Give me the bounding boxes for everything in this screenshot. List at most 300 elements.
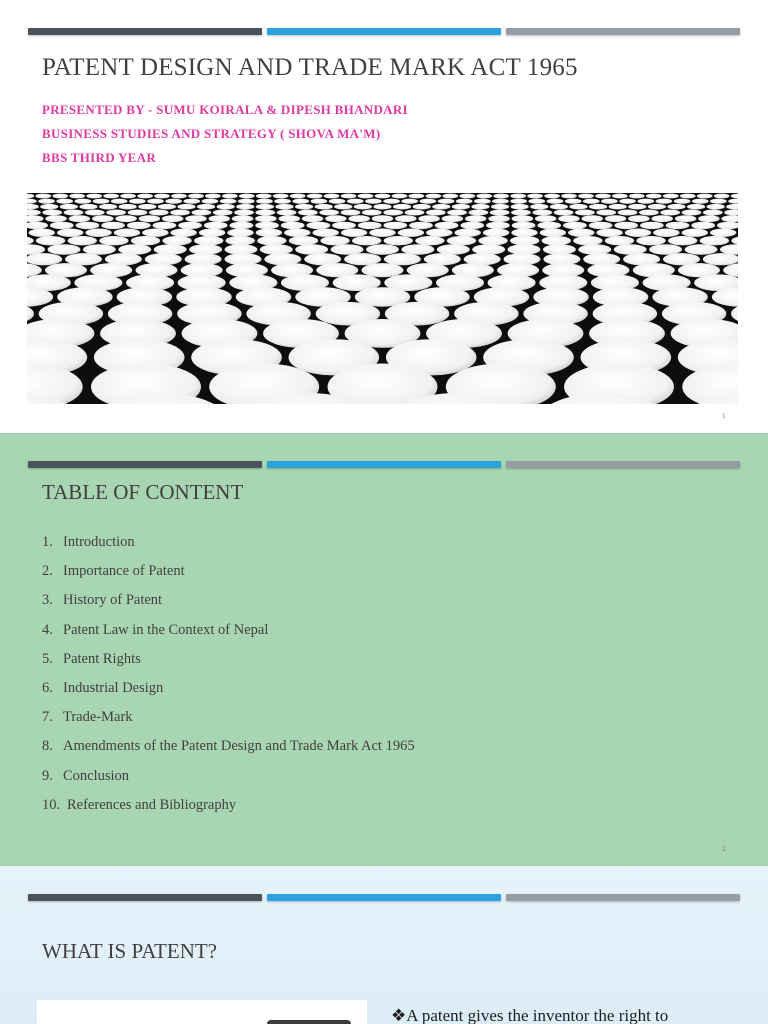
disc-shape bbox=[295, 204, 313, 210]
disc-shape bbox=[595, 194, 611, 199]
disc-shape bbox=[714, 194, 730, 199]
disc-shape bbox=[554, 210, 574, 216]
disc-shape bbox=[537, 222, 561, 229]
disc-shape bbox=[426, 210, 446, 216]
disc-shape bbox=[60, 204, 78, 210]
disc-shape bbox=[578, 194, 594, 199]
disc-shape bbox=[69, 215, 91, 222]
disc-shape bbox=[395, 215, 417, 222]
disc-shape bbox=[277, 210, 297, 216]
disc-shape bbox=[476, 194, 492, 199]
disc-shape bbox=[307, 222, 331, 229]
disc-shape bbox=[726, 204, 738, 210]
disc-shape bbox=[685, 244, 718, 255]
page-number: 2 bbox=[722, 845, 726, 853]
disc-shape bbox=[393, 204, 411, 210]
disc-shape bbox=[138, 204, 156, 210]
disc-shape bbox=[331, 244, 364, 255]
disc-shape bbox=[619, 199, 636, 204]
disc-shape bbox=[68, 236, 97, 245]
disc-shape bbox=[149, 210, 169, 216]
disc-shape bbox=[226, 236, 255, 245]
disc-shape bbox=[93, 199, 110, 204]
header-bar-gray bbox=[506, 894, 740, 901]
disc-shape bbox=[204, 222, 228, 229]
disc-shape bbox=[486, 222, 510, 229]
disc-shape bbox=[103, 194, 119, 199]
disc-shape bbox=[682, 229, 708, 237]
disc-shape bbox=[731, 236, 738, 245]
disc-shape bbox=[298, 210, 318, 216]
disc-shape bbox=[728, 199, 738, 204]
disc-shape bbox=[75, 199, 92, 204]
disc-shape bbox=[724, 210, 738, 216]
disc-shape bbox=[334, 204, 352, 210]
disc-shape bbox=[313, 229, 339, 237]
disc-shape bbox=[455, 229, 481, 237]
disc-shape bbox=[279, 215, 301, 222]
disc-shape bbox=[628, 215, 650, 222]
disc-shape bbox=[115, 215, 137, 222]
disc-shape bbox=[205, 194, 221, 199]
disc-shape bbox=[324, 194, 340, 199]
disc-shape bbox=[532, 210, 552, 216]
disc-shape bbox=[27, 215, 44, 222]
toc-item-number: 10. bbox=[42, 796, 61, 813]
disc-shape bbox=[27, 253, 62, 265]
disc-shape bbox=[48, 244, 81, 255]
disc-shape bbox=[185, 215, 207, 222]
disc-shape bbox=[27, 199, 37, 204]
diamond-bullet-icon: ❖ bbox=[391, 1006, 407, 1024]
disc-shape bbox=[401, 244, 434, 255]
disc-shape bbox=[628, 204, 646, 210]
disc-shape bbox=[329, 199, 346, 204]
disc-shape bbox=[171, 229, 197, 237]
disc-shape bbox=[707, 204, 725, 210]
disc-shape bbox=[106, 210, 126, 216]
disc-shape bbox=[625, 229, 651, 237]
header-bar-gray bbox=[506, 461, 740, 468]
disc-shape bbox=[358, 194, 374, 199]
disc-shape bbox=[511, 229, 537, 237]
disc-shape bbox=[35, 194, 51, 199]
disc-shape bbox=[646, 194, 662, 199]
toc-item-text: History of Patent bbox=[63, 592, 163, 609]
disc-shape bbox=[222, 194, 238, 199]
disc-shape bbox=[687, 204, 705, 210]
disc-shape bbox=[510, 236, 539, 245]
disc-shape bbox=[398, 229, 424, 237]
disc-shape bbox=[27, 210, 41, 216]
disc-shape bbox=[129, 199, 146, 204]
disc-shape bbox=[341, 210, 361, 216]
disc-shape bbox=[76, 222, 100, 229]
disc-shape bbox=[57, 229, 83, 237]
header-bars bbox=[28, 461, 740, 468]
toc-item-number: 8. bbox=[42, 738, 53, 755]
disc-shape bbox=[459, 194, 475, 199]
disc-shape bbox=[512, 222, 536, 229]
disc-shape bbox=[680, 194, 696, 199]
disc-shape bbox=[341, 229, 367, 237]
disc-shape bbox=[220, 199, 237, 204]
disc-shape bbox=[418, 215, 440, 222]
header-bars bbox=[28, 28, 740, 35]
disc-shape bbox=[700, 236, 729, 245]
disc-shape bbox=[535, 215, 557, 222]
disc-shape bbox=[83, 244, 116, 255]
bullet-text: A patent gives the inventor the right to bbox=[406, 1006, 669, 1024]
disc-shape bbox=[649, 244, 682, 255]
disc-shape bbox=[183, 199, 200, 204]
disc-shape bbox=[384, 236, 413, 245]
disc-shape bbox=[292, 199, 309, 204]
disc-shape bbox=[234, 210, 254, 216]
disc-shape bbox=[420, 199, 437, 204]
disc-shape bbox=[561, 194, 577, 199]
disc-shape bbox=[365, 199, 382, 204]
disc-shape bbox=[362, 210, 382, 216]
page-number: 1 bbox=[722, 412, 726, 420]
disc-shape bbox=[239, 194, 255, 199]
disc-shape bbox=[52, 194, 68, 199]
disc-shape bbox=[530, 204, 548, 210]
disc-shape bbox=[528, 199, 545, 204]
image-dark-shape bbox=[267, 1020, 351, 1024]
disc-shape bbox=[274, 199, 291, 204]
disc-shape bbox=[568, 229, 594, 237]
disc-shape bbox=[601, 199, 618, 204]
disc-shape bbox=[362, 263, 404, 277]
toc-item-number: 5. bbox=[42, 650, 53, 667]
disc-shape bbox=[703, 253, 738, 265]
disc-shape bbox=[139, 215, 161, 222]
disc-shape bbox=[255, 215, 277, 222]
disc-shape bbox=[710, 199, 727, 204]
disc-shape bbox=[668, 236, 697, 245]
disc-shape bbox=[42, 210, 62, 216]
toc-item-number: 6. bbox=[42, 679, 53, 696]
disc-shape bbox=[64, 210, 84, 216]
bullet-point bbox=[391, 1006, 668, 1024]
slide-title bbox=[0, 0, 768, 433]
disc-shape bbox=[375, 194, 391, 199]
disc-shape bbox=[578, 244, 611, 255]
disc-shape bbox=[511, 204, 529, 210]
toc-item-number: 3. bbox=[42, 592, 53, 609]
disc-shape bbox=[636, 236, 665, 245]
disc-shape bbox=[27, 204, 39, 210]
disc-shape bbox=[45, 215, 67, 222]
disc-shape bbox=[281, 222, 305, 229]
disc-shape bbox=[663, 194, 679, 199]
discs-photo bbox=[27, 193, 738, 404]
disc-shape bbox=[27, 194, 34, 199]
toc-title: TABLE OF CONTENT bbox=[42, 480, 244, 504]
disc-shape bbox=[114, 229, 140, 237]
slide-what-is-patent bbox=[0, 866, 768, 1024]
toc-item-text: Importance of Patent bbox=[63, 563, 185, 580]
disc-shape bbox=[575, 210, 595, 216]
disc-shape bbox=[637, 199, 654, 204]
disc-shape bbox=[413, 204, 431, 210]
disc-shape bbox=[227, 229, 253, 237]
disc-shape bbox=[154, 194, 170, 199]
disc-shape bbox=[438, 199, 455, 204]
disc-shape bbox=[170, 210, 190, 216]
disc-shape bbox=[692, 199, 709, 204]
disc-shape bbox=[162, 236, 191, 245]
disc-shape bbox=[311, 199, 328, 204]
disc-shape bbox=[352, 236, 381, 245]
disc-shape bbox=[488, 215, 510, 222]
disc-shape bbox=[490, 210, 510, 216]
disc-shape bbox=[230, 222, 254, 229]
disc-shape bbox=[40, 204, 58, 210]
disc-shape bbox=[675, 215, 697, 222]
disc-shape bbox=[38, 199, 55, 204]
disc-shape bbox=[618, 210, 638, 216]
disc-shape bbox=[721, 215, 738, 222]
disc-shape bbox=[255, 222, 279, 229]
disc-shape bbox=[596, 210, 616, 216]
disc-shape bbox=[99, 204, 117, 210]
disc-shape bbox=[583, 199, 600, 204]
disc-shape bbox=[147, 199, 164, 204]
disc-shape bbox=[158, 204, 176, 210]
disc-shape bbox=[307, 194, 323, 199]
presenters-line: PRESENTED BY - SUMU KOIRALA & DIPESH BHANDARI bbox=[42, 102, 408, 117]
disc-shape bbox=[435, 222, 459, 229]
disc-shape bbox=[348, 215, 370, 222]
header-bar-dark bbox=[28, 894, 262, 901]
toc-item-number: 9. bbox=[42, 767, 53, 784]
year-line: BBS THIRD YEAR bbox=[42, 150, 157, 165]
disc-shape bbox=[612, 194, 628, 199]
disc-shape bbox=[392, 194, 408, 199]
disc-shape bbox=[731, 194, 738, 199]
disc-shape bbox=[256, 229, 282, 237]
disc-shape bbox=[197, 204, 215, 210]
disc-shape bbox=[483, 229, 509, 237]
disc-shape bbox=[674, 199, 691, 204]
disc-shape bbox=[332, 222, 356, 229]
disc-shape bbox=[550, 204, 568, 210]
toc-item-number: 7. bbox=[42, 709, 53, 726]
disc-shape bbox=[341, 194, 357, 199]
toc-item-text: Conclusion bbox=[63, 767, 130, 784]
disc-shape bbox=[127, 222, 151, 229]
disc-shape bbox=[569, 204, 587, 210]
disc-shape bbox=[452, 204, 470, 210]
disc-shape bbox=[478, 236, 507, 245]
toc-item-text: References and Bibliography bbox=[67, 796, 237, 813]
disc-shape bbox=[358, 222, 382, 229]
disc-shape bbox=[563, 222, 587, 229]
disc-shape bbox=[178, 222, 202, 229]
disc-shape bbox=[354, 204, 372, 210]
disc-shape bbox=[56, 199, 73, 204]
disc-shape bbox=[119, 204, 137, 210]
disc-shape bbox=[442, 215, 464, 222]
disc-shape bbox=[527, 194, 543, 199]
disc-shape bbox=[86, 194, 102, 199]
disc-shape bbox=[344, 253, 381, 265]
disc-shape bbox=[614, 222, 638, 229]
disc-shape bbox=[426, 229, 452, 237]
disc-shape bbox=[401, 199, 418, 204]
header-bar-blue bbox=[267, 461, 501, 468]
disc-shape bbox=[511, 210, 531, 216]
slide-table-of-content bbox=[0, 433, 768, 866]
disc-shape bbox=[101, 222, 125, 229]
toc-item-text: Amendments of the Patent Design and Trade Mark Act 1965 bbox=[63, 738, 415, 755]
disc-shape bbox=[540, 229, 566, 237]
disc-shape bbox=[27, 222, 48, 229]
header-bar-dark bbox=[28, 28, 262, 35]
disc-shape bbox=[153, 222, 177, 229]
disc-shape bbox=[273, 194, 289, 199]
section-title: WHAT IS PATENT? bbox=[42, 939, 218, 963]
header-bar-blue bbox=[267, 28, 501, 35]
disc-shape bbox=[29, 229, 55, 237]
disc-shape bbox=[347, 199, 364, 204]
disc-shape bbox=[682, 210, 702, 216]
disc-shape bbox=[409, 222, 433, 229]
toc-item-number: 2. bbox=[42, 563, 53, 580]
toc-item-text: Patent Law in the Context of Nepal bbox=[63, 621, 269, 638]
disc-shape bbox=[512, 215, 534, 222]
disc-shape bbox=[493, 194, 509, 199]
disc-shape bbox=[558, 215, 580, 222]
disc-shape bbox=[656, 199, 673, 204]
disc-shape bbox=[605, 236, 634, 245]
disc-shape bbox=[510, 199, 527, 204]
toc-item-text: Trade-Mark bbox=[63, 709, 133, 726]
toc-item-text: Patent Rights bbox=[63, 650, 141, 667]
header-bar-blue bbox=[267, 894, 501, 901]
disc-shape bbox=[257, 236, 286, 245]
disc-shape bbox=[260, 244, 293, 255]
disc-shape bbox=[582, 215, 604, 222]
slide-title-text: PATENT DESIGN AND TRADE MARK ACT 1965 bbox=[42, 54, 578, 81]
disc-shape bbox=[202, 199, 219, 204]
disc-shape bbox=[137, 194, 153, 199]
header-bar-gray bbox=[506, 28, 740, 35]
disc-shape bbox=[653, 229, 679, 237]
disc-shape bbox=[209, 215, 231, 222]
disc-shape bbox=[238, 199, 255, 204]
disc-shape bbox=[256, 204, 274, 210]
disc-shape bbox=[717, 222, 738, 229]
disc-shape bbox=[275, 204, 293, 210]
disc-shape bbox=[290, 194, 306, 199]
disc-shape bbox=[383, 222, 407, 229]
header-bar-dark bbox=[28, 461, 262, 468]
disc-shape bbox=[165, 199, 182, 204]
disc-shape bbox=[383, 210, 403, 216]
disc-shape bbox=[510, 194, 526, 199]
disc-shape bbox=[609, 204, 627, 210]
disc-shape bbox=[325, 215, 347, 222]
disc-shape bbox=[192, 210, 212, 216]
disc-shape bbox=[492, 199, 509, 204]
disc-shape bbox=[79, 204, 97, 210]
disc-shape bbox=[465, 215, 487, 222]
disc-shape bbox=[154, 244, 187, 255]
disc-shape bbox=[384, 253, 421, 265]
disc-shape bbox=[660, 210, 680, 216]
disc-shape bbox=[469, 210, 489, 216]
toc-item-text: Industrial Design bbox=[63, 679, 164, 696]
disc-shape bbox=[255, 210, 275, 216]
disc-shape bbox=[85, 229, 111, 237]
disc-shape bbox=[92, 215, 114, 222]
disc-shape bbox=[697, 194, 713, 199]
disc-shape bbox=[447, 236, 476, 245]
disc-shape bbox=[284, 229, 310, 237]
disc-shape bbox=[573, 236, 602, 245]
disc-shape bbox=[666, 222, 690, 229]
disc-shape bbox=[703, 210, 723, 216]
disc-shape bbox=[565, 199, 582, 204]
disc-shape bbox=[691, 222, 715, 229]
disc-shape bbox=[432, 204, 450, 210]
disc-shape bbox=[589, 204, 607, 210]
disc-shape bbox=[542, 236, 571, 245]
disc-shape bbox=[710, 229, 736, 237]
disc-shape bbox=[442, 194, 458, 199]
disc-shape bbox=[415, 236, 444, 245]
disc-shape bbox=[120, 194, 136, 199]
disc-shape bbox=[648, 204, 666, 210]
discs-pattern-image bbox=[27, 193, 738, 404]
disc-shape bbox=[194, 236, 223, 245]
disc-shape bbox=[302, 215, 324, 222]
disc-shape bbox=[213, 210, 233, 216]
disc-shape bbox=[491, 204, 509, 210]
disc-shape bbox=[447, 210, 467, 216]
toc-item-number: 4. bbox=[42, 621, 53, 638]
disc-shape bbox=[256, 194, 272, 199]
disc-shape bbox=[589, 222, 613, 229]
disc-shape bbox=[171, 194, 187, 199]
disc-shape bbox=[651, 215, 673, 222]
disc-shape bbox=[289, 236, 318, 245]
disc-shape bbox=[383, 199, 400, 204]
disc-shape bbox=[69, 194, 85, 199]
disc-shape bbox=[162, 215, 184, 222]
disc-shape bbox=[456, 199, 473, 204]
disc-shape bbox=[667, 204, 685, 210]
disc-shape bbox=[177, 204, 195, 210]
disc-shape bbox=[460, 222, 484, 229]
disc-shape bbox=[27, 236, 34, 245]
disc-shape bbox=[131, 236, 160, 245]
disc-shape bbox=[99, 236, 128, 245]
disc-shape bbox=[232, 215, 254, 222]
disc-shape bbox=[698, 215, 720, 222]
disc-shape bbox=[320, 236, 349, 245]
course-line: BUSINESS STUDIES AND STRATEGY ( SHOVA MA'M) bbox=[42, 126, 381, 141]
disc-shape bbox=[372, 215, 394, 222]
disc-shape bbox=[472, 244, 505, 255]
disc-shape bbox=[544, 194, 560, 199]
header-bars bbox=[28, 894, 740, 901]
disc-shape bbox=[639, 210, 659, 216]
disc-shape bbox=[369, 229, 395, 237]
